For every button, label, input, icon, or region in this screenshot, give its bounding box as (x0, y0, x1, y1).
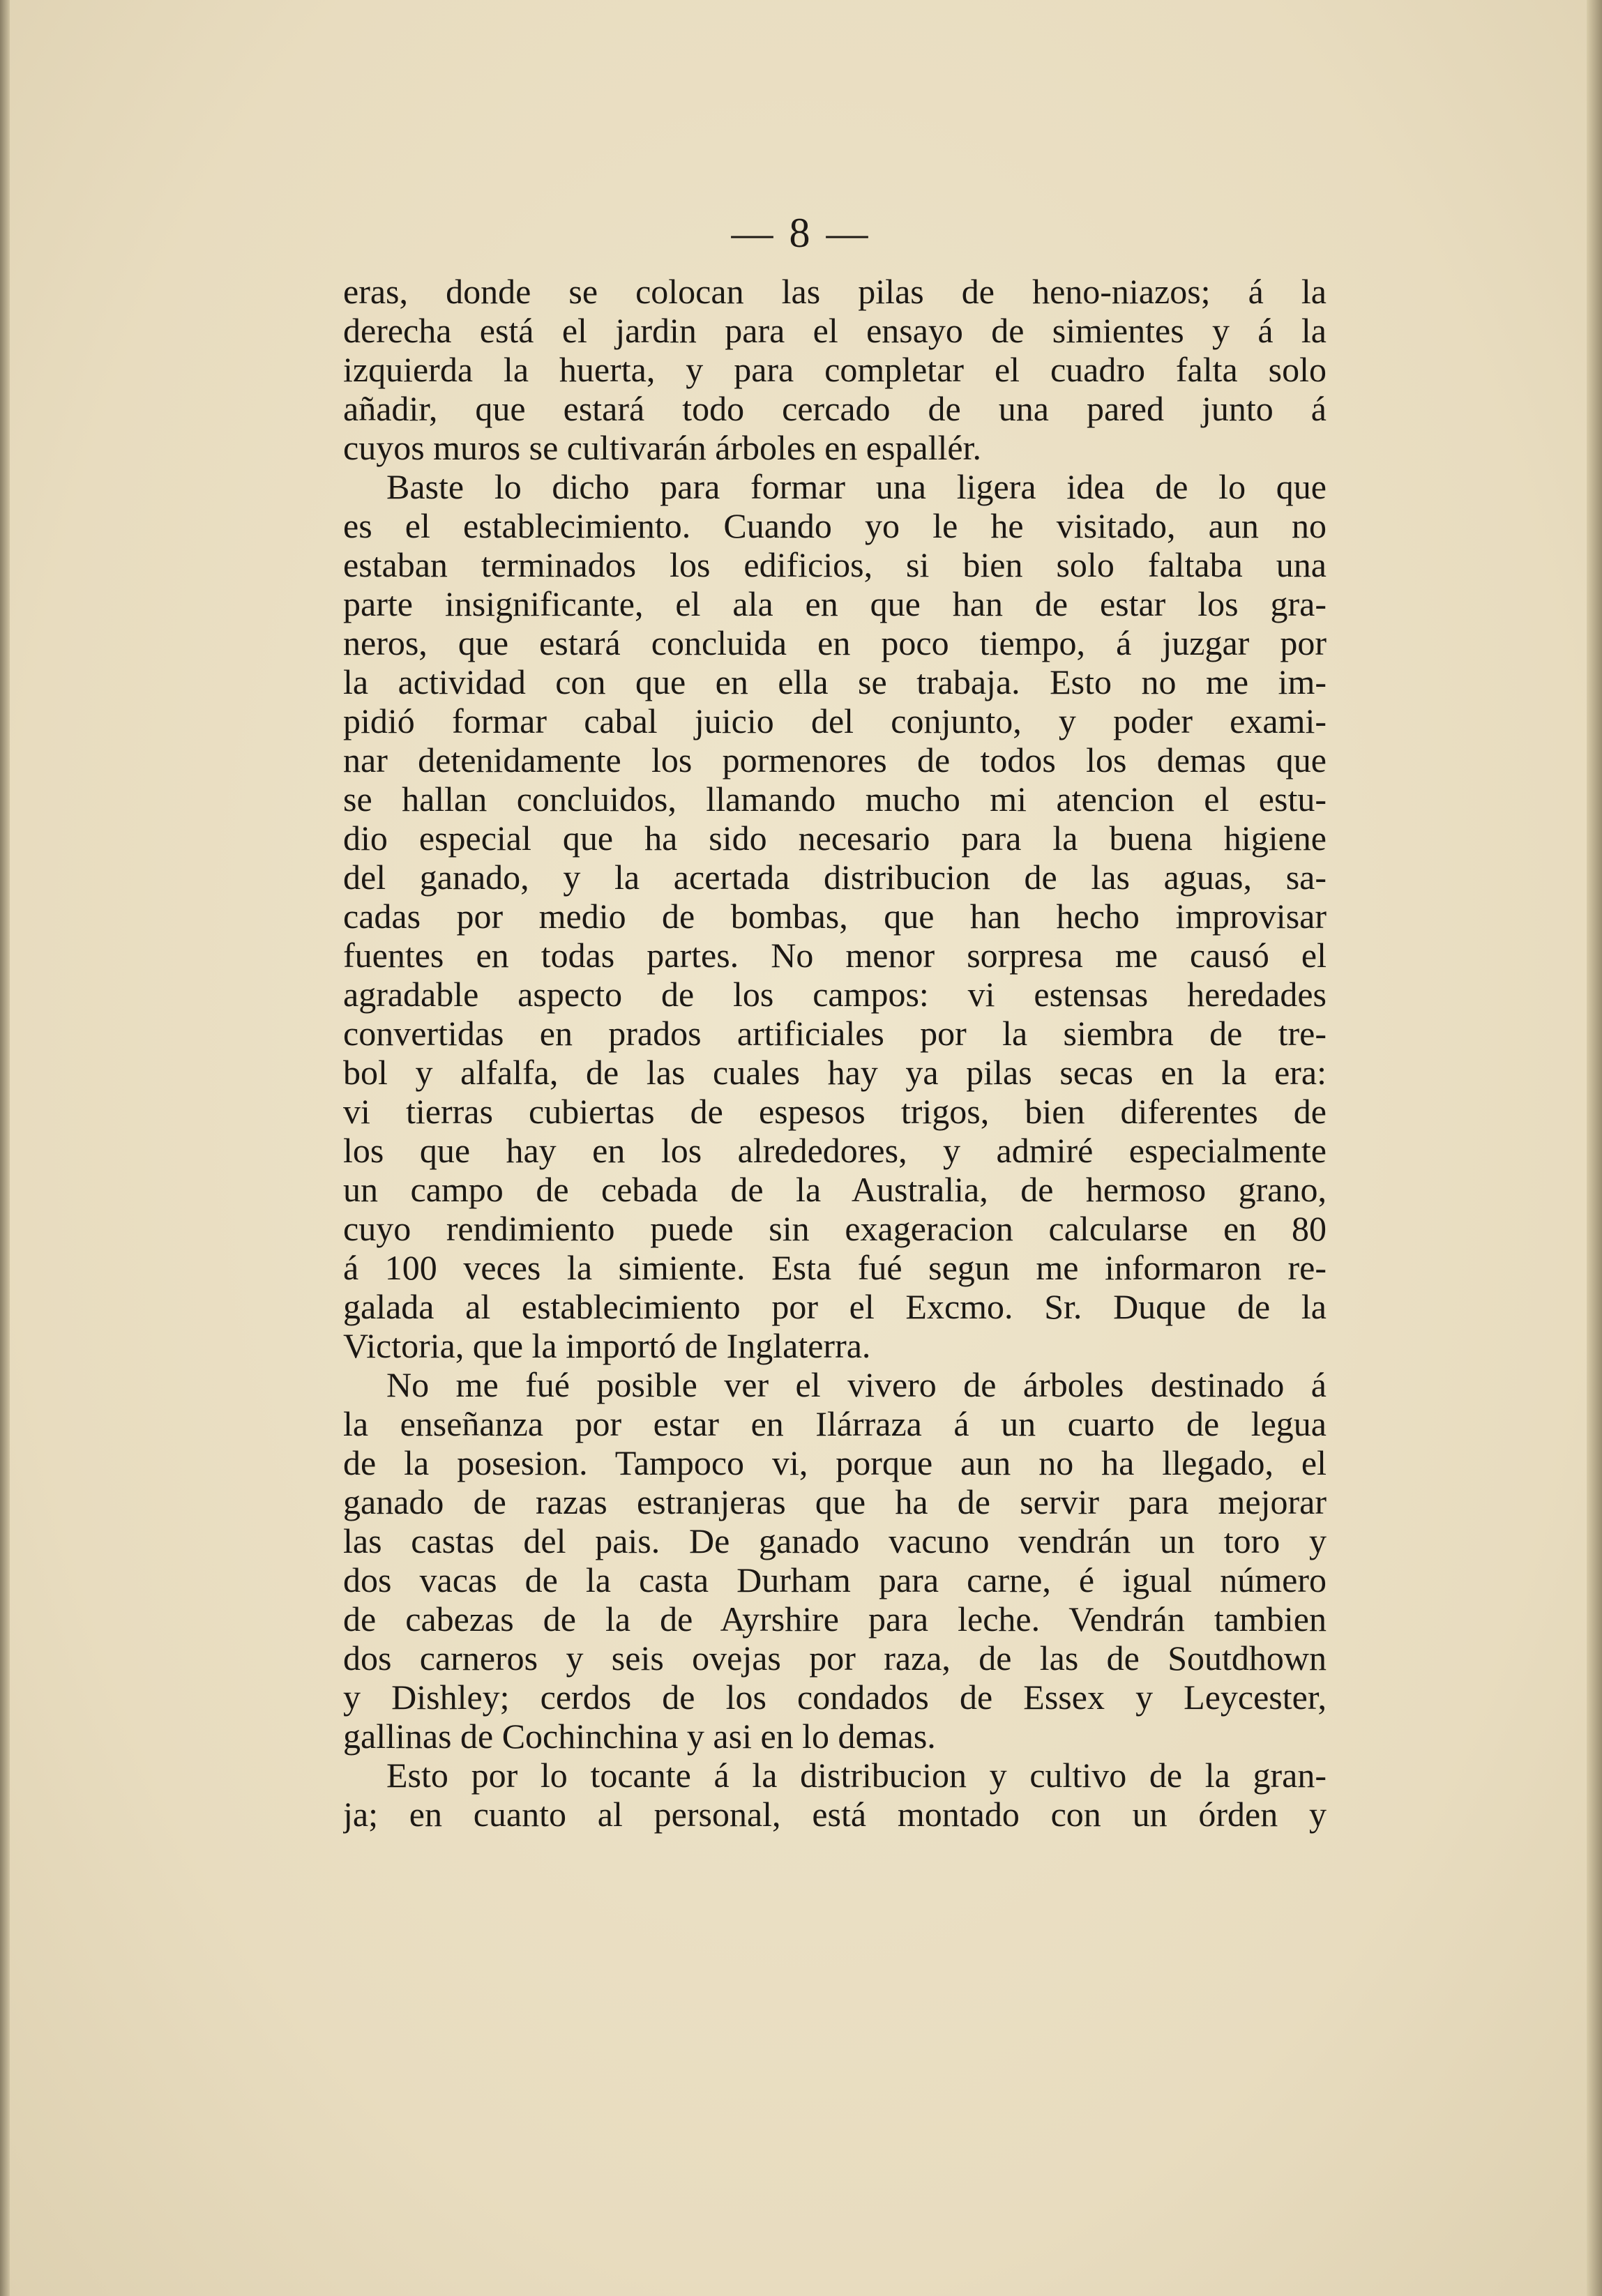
text-line: dos carneros y seis ovejas por raza, de las de Soutdhown (343, 1639, 1327, 1678)
text-line: gallinas de Cochinchina y asi en lo demas. (343, 1717, 936, 1756)
page-number: — 8 — (731, 210, 871, 256)
paragraph (343, 1365, 1327, 1756)
text-line: del ganado, y la acertada distribucion de las aguas, sa- (343, 858, 1327, 897)
text-line: ganado de razas estranjeras que ha de servir para mejorar (343, 1482, 1327, 1521)
text-line: neros, que estará concluida en poco tiempo, á juzgar por (343, 623, 1327, 662)
page-right-edge (1587, 0, 1602, 2296)
text-line: eras, donde se colocan las pilas de heno-niazos; á la (343, 272, 1327, 311)
text-line: nar detenidamente los pormenores de todos los demas que (343, 740, 1327, 780)
text-line: la enseñanza por estar en Ilárraza á un cuarto de legua (343, 1404, 1327, 1443)
text-line: las castas del pais. De ganado vacuno vendrán un toro y (343, 1521, 1327, 1560)
text-line: convertidas en prados artificiales por la siembra de tre- (343, 1014, 1327, 1053)
text-line: pidió formar cabal juicio del conjunto, y poder exami- (343, 701, 1327, 740)
text-line: de cabezas de la de Ayrshire para leche. Vendrán tambien (343, 1599, 1327, 1639)
text-line: fuentes en todas partes. No menor sorpresa me causó el (343, 936, 1327, 975)
page-left-edge (0, 0, 10, 2296)
text-line: á 100 veces la simiente. Esta fué segun me informaron re- (343, 1248, 1327, 1287)
text-line: un campo de cebada de la Australia, de hermoso grano, (343, 1170, 1327, 1209)
text-line: cadas por medio de bombas, que han hecho improvisar (343, 897, 1327, 936)
text-line: y Dishley; cerdos de los condados de Essex y Leycester, (343, 1678, 1327, 1717)
text-line: añadir, que estará todo cercado de una pared junto á (343, 389, 1327, 428)
text-line: la actividad con que en ella se trabaja. Esto no me im- (343, 662, 1327, 701)
text-line: cuyos muros se cultivarán árboles en espallér. (343, 428, 981, 467)
text-line: vi tierras cubiertas de espesos trigos, bien diferentes de (343, 1092, 1327, 1131)
text-line: estaban terminados los edificios, si bien solo faltaba una (343, 545, 1327, 584)
paragraph (343, 1756, 1327, 1834)
text-line: Victoria, que la importó de Inglaterra. (343, 1326, 871, 1365)
text-line: dos vacas de la casta Durham para carne, é igual número (343, 1560, 1327, 1599)
text-line: derecha está el jardin para el ensayo de simientes y á la (343, 311, 1327, 350)
paragraph (343, 467, 1327, 1365)
text-line: izquierda la huerta, y para completar el cuadro falta solo (343, 350, 1327, 389)
text-line: es el establecimiento. Cuando yo le he visitado, aun no (343, 506, 1327, 545)
text-line: de la posesion. Tampoco vi, porque aun no ha llegado, el (343, 1443, 1327, 1482)
text-line: ja; en cuanto al personal, está montado con un órden y (343, 1795, 1327, 1834)
paragraph (343, 272, 1327, 467)
text-line: se hallan concluidos, llamando mucho mi atencion el estu- (343, 780, 1327, 819)
text-line: parte insignificante, el ala en que han de estar los gra- (343, 584, 1327, 623)
text-line: No me fué posible ver el vivero de árboles destinado á (386, 1365, 1327, 1404)
text-line: Baste lo dicho para formar una ligera idea de lo que (386, 467, 1327, 506)
text-line: Esto por lo tocante á la distribucion y cultivo de la gran- (386, 1756, 1327, 1795)
text-line: agradable aspecto de los campos: vi estensas heredades (343, 975, 1327, 1014)
text-line: galada al establecimiento por el Excmo. Sr. Duque de la (343, 1287, 1327, 1326)
text-line: bol y alfalfa, de las cuales hay ya pilas secas en la era: (343, 1053, 1327, 1092)
body-text (343, 272, 1327, 1834)
text-line: cuyo rendimiento puede sin exageracion calcularse en 80 (343, 1209, 1327, 1248)
text-line: los que hay en los alrededores, y admiré especialmente (343, 1131, 1327, 1170)
text-line: dio especial que ha sido necesario para la buena higiene (343, 819, 1327, 858)
